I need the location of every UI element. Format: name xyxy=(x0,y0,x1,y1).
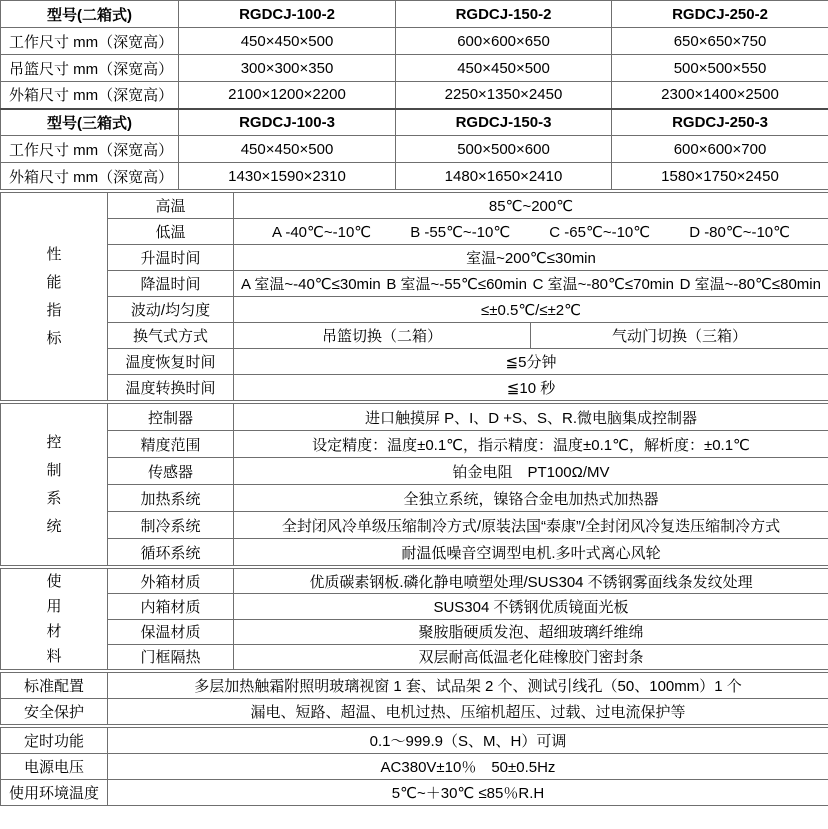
table-row xyxy=(1,458,828,485)
group-label-cell xyxy=(1,193,108,401)
table-row xyxy=(1,644,828,669)
spec-value-cell: 2250×1350×2450 xyxy=(396,82,612,109)
configuration-table xyxy=(0,672,828,725)
misc-spec-table xyxy=(0,727,828,806)
low-temp-options xyxy=(238,223,824,241)
spec-value-cell: 设定精度：温度±0.1℃，指示精度：温度±0.1℃，解析度：±0.1℃ xyxy=(234,431,828,458)
group-label: 使 用 材 料 xyxy=(46,573,62,665)
spec-value-cell: ≦5分钟 xyxy=(234,349,828,375)
cool-down-options xyxy=(238,273,824,294)
option-value: A 室温~-40℃≤30min xyxy=(241,276,381,293)
table-row xyxy=(1,323,828,349)
table-row xyxy=(1,163,828,190)
option-value: C -65℃~-10℃ xyxy=(549,223,651,241)
spec-value-cell: 2100×1200×2200 xyxy=(179,82,396,109)
group-label-cell xyxy=(1,404,108,566)
spec-value-cell: 85℃~200℃ xyxy=(234,193,828,219)
spec-value-cell: 450×450×500 xyxy=(179,136,396,163)
spec-value-cell: 优质碳素钢板.磷化静电喷塑处理/SUS304 不锈钢雾面线条发纹处理 xyxy=(234,569,828,594)
spec-value-cell: 5℃~＋30℃ ≤85％R.H xyxy=(108,780,828,806)
performance-table xyxy=(0,192,828,401)
spec-value-cell: ≦10 秒 xyxy=(234,375,828,401)
spec-value-cell: 2300×1400×2500 xyxy=(612,82,828,109)
spec-label-cell: 定时功能 xyxy=(1,728,108,754)
table-row xyxy=(1,728,828,754)
spec-label-cell: 工作尺寸 mm（深宽高） xyxy=(1,28,179,55)
spec-value-cell: 聚胺脂硬质发泡、超细玻璃纤维绵 xyxy=(234,619,828,644)
spec-value-cell xyxy=(234,271,828,297)
table-row xyxy=(1,219,828,245)
spec-value-cell: 450×450×500 xyxy=(179,28,396,55)
model-header-row xyxy=(1,109,828,136)
model-header-label: 型号(三箱式) xyxy=(1,109,179,136)
spec-value-cell: 全独立系统，镍铬合金电加热式加热器 xyxy=(234,485,828,512)
spec-value-cell: 1430×1590×2310 xyxy=(179,163,396,190)
spec-label-cell: 保温材质 xyxy=(108,619,234,644)
model-header-label: 型号(二箱式) xyxy=(1,1,179,28)
spec-value-cell: 进口触摸屏 P、I、D +S、S、R.微电脑集成控制器 xyxy=(234,404,828,431)
spec-label-cell: 循环系统 xyxy=(108,539,234,566)
table-row xyxy=(1,569,828,594)
table-row xyxy=(1,297,828,323)
table-row xyxy=(1,136,828,163)
spec-value-cell: ≤±0.5℃/≤±2℃ xyxy=(234,297,828,323)
table-row xyxy=(1,349,828,375)
table-row xyxy=(1,673,828,699)
spec-value-cell: 1580×1750×2450 xyxy=(612,163,828,190)
model-name-cell: RGDCJ-150-3 xyxy=(396,109,612,136)
spec-value-cell: 铂金电阻 PT100Ω/MV xyxy=(234,458,828,485)
option-value: A -40℃~-10℃ xyxy=(272,223,372,241)
spec-value-cell: 500×500×550 xyxy=(612,55,828,82)
option-value: B 室温~-55℃≤60min xyxy=(386,276,527,293)
table-row xyxy=(1,485,828,512)
model-header-row xyxy=(1,1,828,28)
spec-label-cell: 控制器 xyxy=(108,404,234,431)
model-spec-table xyxy=(0,0,828,190)
materials-table xyxy=(0,568,828,670)
table-row xyxy=(1,431,828,458)
spec-label-cell: 高温 xyxy=(108,193,234,219)
model-name-cell: RGDCJ-100-3 xyxy=(179,109,396,136)
table-row xyxy=(1,539,828,566)
spec-label-cell: 外箱材质 xyxy=(108,569,234,594)
model-name-cell: RGDCJ-150-2 xyxy=(396,1,612,28)
table-row xyxy=(1,594,828,619)
spec-value-cell: 全封闭风冷单级压缩制冷方式/原装法国“泰康”/全封闭风冷复迭压缩制冷方式 xyxy=(234,512,828,539)
spec-label-cell: 精度范围 xyxy=(108,431,234,458)
spec-value-cell: SUS304 不锈钢优质镜面光板 xyxy=(234,594,828,619)
table-row xyxy=(1,754,828,780)
table-row xyxy=(1,82,828,109)
table-row xyxy=(1,512,828,539)
spec-value-cell: 450×450×500 xyxy=(396,55,612,82)
spec-label-cell: 使用环境温度 xyxy=(1,780,108,806)
spec-value-cell: 气动门切换（三箱） xyxy=(531,323,828,349)
spec-label-cell: 外箱尺寸 mm（深宽高） xyxy=(1,163,179,190)
spec-value-cell: 0.1～999.9（S、M、H）可调 xyxy=(108,728,828,754)
model-name-cell: RGDCJ-100-2 xyxy=(179,1,396,28)
table-row xyxy=(1,404,828,431)
spec-label-cell: 温度转换时间 xyxy=(108,375,234,401)
spec-label-cell: 降温时间 xyxy=(108,271,234,297)
table-row xyxy=(1,780,828,806)
table-row xyxy=(1,55,828,82)
group-label-cell xyxy=(1,569,108,670)
option-value: D 室温~-80℃≤80min xyxy=(679,276,821,293)
spec-label-cell: 门框隔热 xyxy=(108,644,234,669)
spec-value-cell: 双层耐高低温老化硅橡胶门密封条 xyxy=(234,644,828,669)
table-row xyxy=(1,271,828,297)
spec-label-cell: 内箱材质 xyxy=(108,594,234,619)
table-row xyxy=(1,193,828,219)
spec-value-cell xyxy=(234,219,828,245)
spec-label-cell: 工作尺寸 mm（深宽高） xyxy=(1,136,179,163)
spec-value-cell: 吊篮切换（二箱） xyxy=(234,323,531,349)
spec-label-cell: 吊篮尺寸 mm（深宽高） xyxy=(1,55,179,82)
spec-label-cell: 电源电压 xyxy=(1,754,108,780)
spec-value-cell: 1480×1650×2410 xyxy=(396,163,612,190)
spec-label-cell: 标准配置 xyxy=(1,673,108,699)
group-label: 性 能 指 标 xyxy=(46,245,62,347)
table-row xyxy=(1,245,828,271)
spec-value-cell: 600×600×650 xyxy=(396,28,612,55)
spec-value-cell: 650×650×750 xyxy=(612,28,828,55)
model-name-cell: RGDCJ-250-2 xyxy=(612,1,828,28)
spec-label-cell: 低温 xyxy=(108,219,234,245)
spec-label-cell: 换气式方式 xyxy=(108,323,234,349)
spec-value-cell: 600×600×700 xyxy=(612,136,828,163)
control-system-table xyxy=(0,403,828,566)
spec-value-cell: 500×500×600 xyxy=(396,136,612,163)
spec-label-cell: 制冷系统 xyxy=(108,512,234,539)
spec-label-cell: 加热系统 xyxy=(108,485,234,512)
spec-label-cell: 安全保护 xyxy=(1,699,108,725)
spec-value-cell: 漏电、短路、超温、电机过热、压缩机超压、过载、过电流保护等 xyxy=(108,699,828,725)
spec-value-cell: 室温~200℃≤30min xyxy=(234,245,828,271)
option-value: D -80℃~-10℃ xyxy=(689,223,790,241)
table-row xyxy=(1,699,828,725)
option-value: C 室温~-80℃≤70min xyxy=(532,276,674,293)
spec-label-cell: 外箱尺寸 mm（深宽高） xyxy=(1,82,179,109)
option-value: B -55℃~-10℃ xyxy=(410,223,511,241)
spec-label-cell: 传感器 xyxy=(108,458,234,485)
spec-value-cell: AC380V±10％ 50±0.5Hz xyxy=(108,754,828,780)
spec-label-cell: 波动/均匀度 xyxy=(108,297,234,323)
table-row xyxy=(1,619,828,644)
spec-label-cell: 温度恢复时间 xyxy=(108,349,234,375)
spec-value-cell: 300×300×350 xyxy=(179,55,396,82)
model-name-cell: RGDCJ-250-3 xyxy=(612,109,828,136)
table-row xyxy=(1,28,828,55)
spec-value-cell: 多层加热触霜附照明玻璃视窗 1 套、试品架 2 个、测试引线孔（50、100mm）1 个 xyxy=(108,673,828,699)
table-row xyxy=(1,375,828,401)
spec-label-cell: 升温时间 xyxy=(108,245,234,271)
spec-value-cell: 耐温低噪音空调型电机.多叶式离心风轮 xyxy=(234,539,828,566)
group-label: 控 制 系 统 xyxy=(46,433,62,535)
